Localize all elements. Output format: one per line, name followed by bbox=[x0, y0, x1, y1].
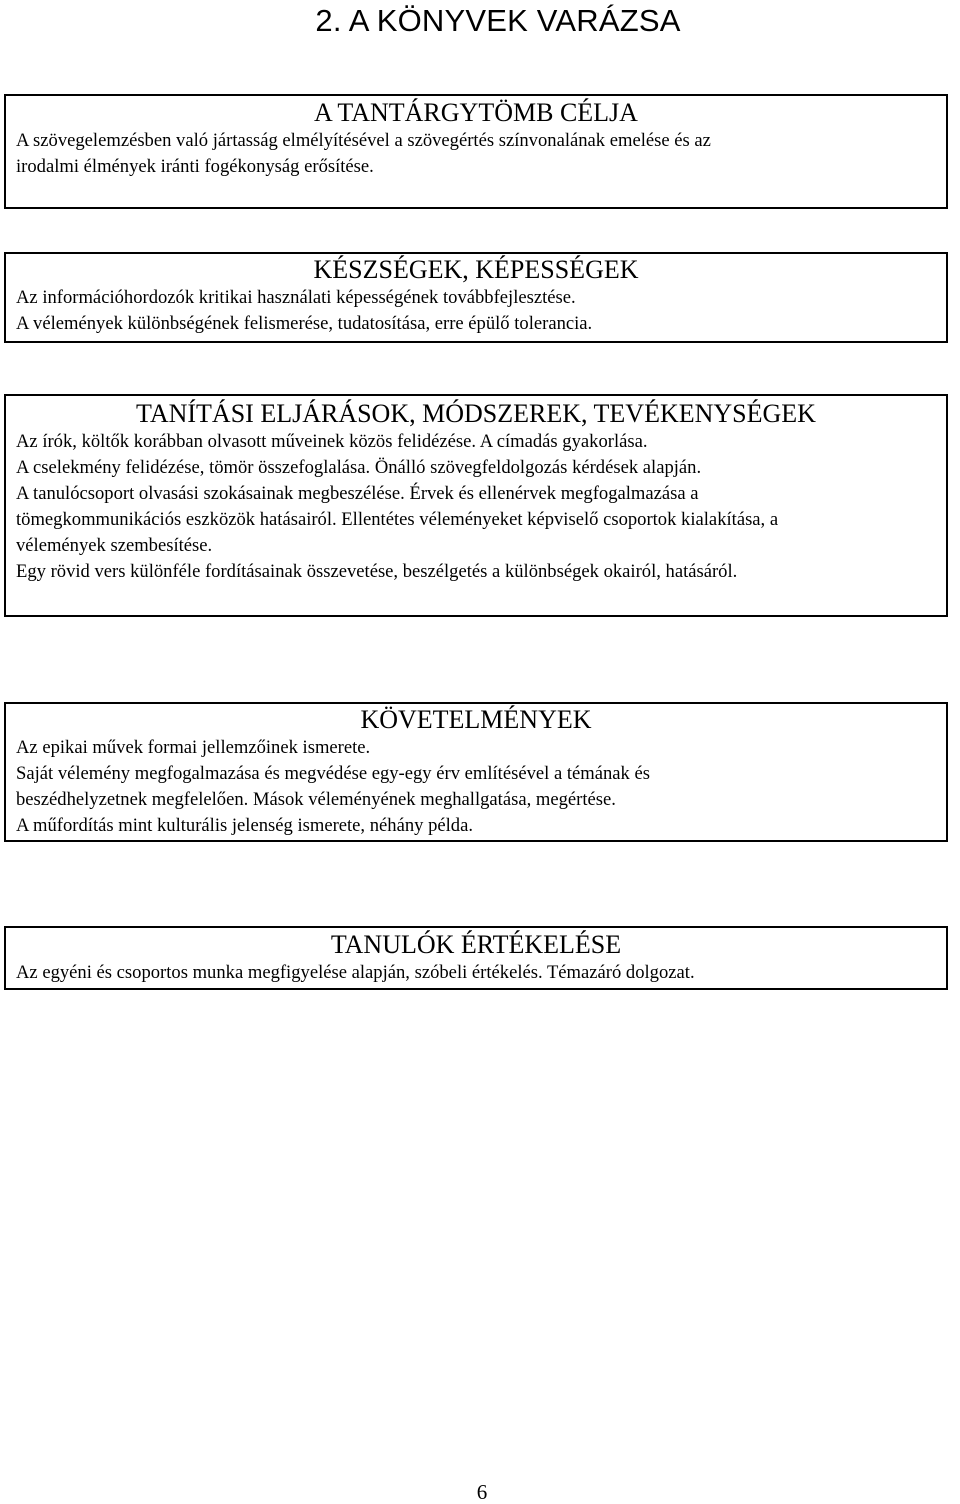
section-text-line: A műfordítás mint kulturális jelenség ismerete, néhány példa. bbox=[16, 815, 473, 836]
section-text-line: Az információhordozók kritikai használati képességének továbbfejlesztése. bbox=[16, 287, 576, 308]
section-text-line: beszédhelyzetnek megfelelően. Mások véleményének meghallgatása, megértése. bbox=[16, 789, 616, 810]
section-text-line: A cselekmény felidézése, tömör összefoglalása. Önálló szövegfeldolgozás kérdések alapján. bbox=[16, 457, 702, 478]
section-text-line: Egy rövid vers különféle fordításainak összevetése, beszélgetés a különbségek okairól, hatásáról. bbox=[16, 561, 738, 582]
page-title: 2. A KÖNYVEK VARÁZSA bbox=[315, 3, 681, 38]
section-heading: TANÍTÁSI ELJÁRÁSOK, MÓDSZEREK, TEVÉKENYSÉGEK bbox=[136, 399, 816, 428]
section-heading: A TANTÁRGYTÖMB CÉLJA bbox=[314, 98, 638, 127]
section-methods bbox=[4, 394, 948, 617]
section-text-line: A szövegelemzésben való jártasság elmélyítésével a szövegértés színvonalának emelése és az bbox=[16, 130, 711, 151]
section-heading: KÖVETELMÉNYEK bbox=[360, 705, 592, 734]
section-text-line: A tanulócsoport olvasási szokásainak megbeszélése. Érvek és ellenérvek megfogalmazása a bbox=[16, 483, 699, 504]
section-text-line: Az egyéni és csoportos munka megfigyelése alapján, szóbeli értékelés. Témazáró dolgozat. bbox=[16, 962, 695, 983]
section-text-line: A vélemények különbségének felismerése, tudatosítása, erre épülő tolerancia. bbox=[16, 313, 593, 334]
section-assessment bbox=[4, 926, 948, 990]
section-text-line: vélemények szembesítése. bbox=[16, 535, 213, 556]
section-goal bbox=[4, 94, 948, 209]
section-requirements bbox=[4, 702, 948, 842]
section-text-line: Saját vélemény megfogalmazása és megvédése egy-egy érv említésével a témának és bbox=[16, 763, 650, 784]
section-text-line: Az írók, költők korábban olvasott műveinek közös felidézése. A címadás gyakorlása. bbox=[16, 431, 648, 452]
page-number: 6 bbox=[476, 1480, 488, 1504]
section-heading: KÉSZSÉGEK, KÉPESSÉGEK bbox=[313, 255, 639, 284]
section-skills bbox=[4, 252, 948, 343]
section-text-line: Az epikai művek formai jellemzőinek ismerete. bbox=[16, 737, 371, 758]
section-text-line: irodalmi élmények iránti fogékonyság erősítése. bbox=[16, 156, 374, 177]
section-heading: TANULÓK ÉRTÉKELÉSE bbox=[330, 930, 622, 959]
section-text-line: tömegkommunikációs eszközök hatásairól. Ellentétes véleményeket képviselő csoportok kialakítása, a bbox=[16, 509, 779, 530]
